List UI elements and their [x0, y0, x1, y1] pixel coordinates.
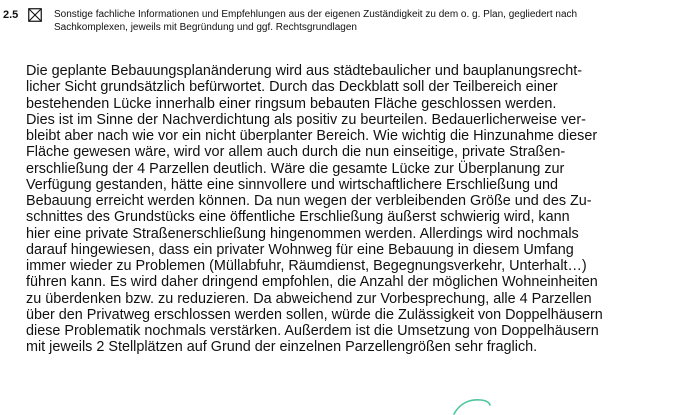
checked-checkbox-icon[interactable] [28, 8, 42, 22]
statement-line: hier eine private Straßenerschließung hingenommen werden. Allerdings wird nochmals [26, 225, 579, 242]
statement-line: zu überdenken bzw. zu reduzieren. Da abweichend zur Vorbesprechung, alle 4 Parzellen [26, 290, 592, 307]
statement-line: mit jeweils 2 Stellplätzen auf Grund der einzelnen Parzellengrößen sehr fraglich. [26, 339, 538, 356]
handwritten-pen-mark [452, 398, 492, 415]
statement-line: Dies ist im Sinne der Nachverdichtung als positiv zu beurteilen. Bedauerlicherweise ver- [26, 111, 586, 128]
section-description [54, 9, 686, 34]
statement-line: diese Problematik nochmals verstärken. Außerdem ist die Umsetzung von Doppelhäusern [26, 323, 599, 339]
statement-line: bestehenden Lücke innerhalb einer ringsum bebauten Fläche geschlossen werden. [26, 95, 557, 112]
statement-line: immer wieder zu Problemen (Müllabfuhr, Räumdienst, Begegnungsverkehr, Unterhalt…) [26, 258, 587, 274]
statement-line: erschließung der 4 Parzellen deutlich. Wäre die gesamte Lücke zur Überplanung zur [26, 160, 565, 177]
statement-line: Bebauung erreicht werden können. Da nun wegen der verbleibenden Größe und des Zu- [26, 193, 592, 209]
statement-line: Die geplante Bebauungsplanänderung wird aus städtebaulicher und bauplanungsrecht- [26, 63, 583, 79]
section-description-line: Sachkomplexen, jeweils mit Begründung und ggf. Rechtsgrundlagen [54, 21, 357, 33]
statement-line: licher Sicht grundsätzlich befürwortet. Durch das Deckblatt soll der Teilbereich einer [26, 79, 558, 96]
statement-line: Fläche gewesen wäre, wird vor allem auch durch die nun einseitige, private Straßen- [26, 144, 566, 161]
statement-line: schnittes des Grundstücks eine öffentliche Erschließung äußerst schwierig wird, kann [26, 209, 570, 226]
section-header [3, 7, 687, 39]
statement-line: darauf hingewiesen, dass ein privater Wohnweg für eine Bebauung in diesem Umfang [26, 241, 574, 258]
statement-line: führen kann. Es wird daher dringend empfohlen, die Anzahl der möglichen Wohneinheiten [26, 274, 598, 291]
statement-text [26, 63, 677, 356]
section-number: 2.5 [3, 9, 19, 21]
section-description-line: Sonstige fachliche Informationen und Empfehlungen aus der eigenen Zuständigkeit zu dem o. g. Plan, gegliedert nach [54, 9, 578, 20]
statement-line: über den Privatweg erschlossen werden sollen, würde die Zulässigkeit von Doppelhäusern [26, 306, 603, 323]
statement-line: bleibt aber nach wie vor ein nicht überplanter Bereich. Wie wichtig die Hinzunahme dieser [26, 128, 598, 144]
statement-line: Verfügung gestanden, hätte eine sinnvollere und wirtschaftlichere Erschließung und [26, 176, 558, 193]
